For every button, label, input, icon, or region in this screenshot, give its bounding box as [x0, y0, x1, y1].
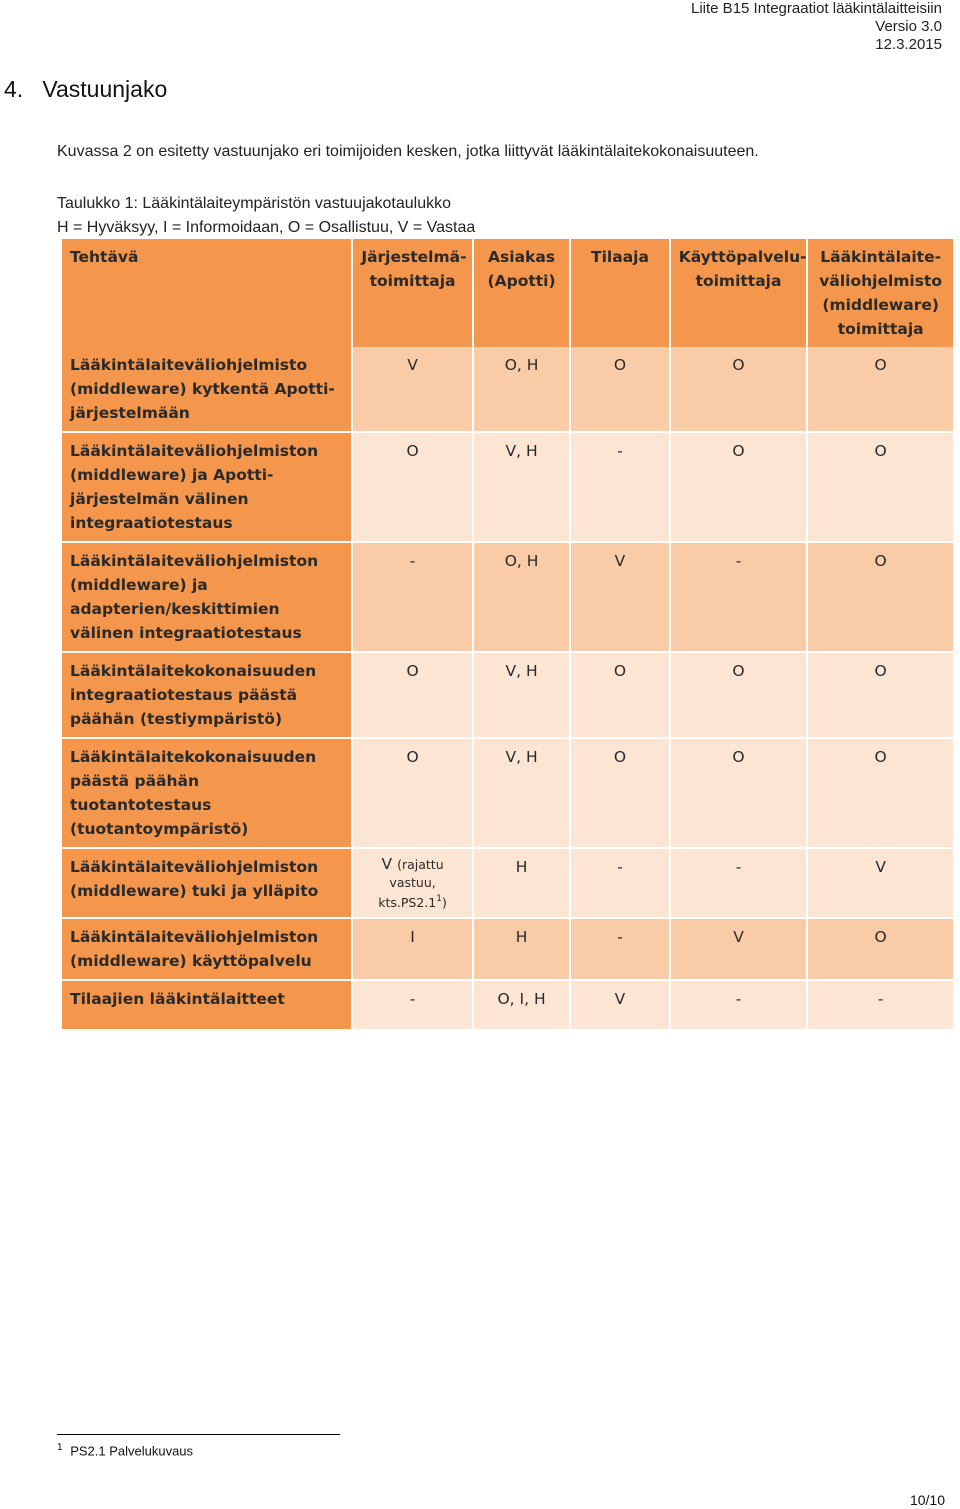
value-cell: O	[671, 347, 807, 431]
value-cell: O	[353, 737, 472, 847]
table-row	[62, 979, 953, 1029]
intro-paragraph: Kuvassa 2 on esitetty vastuunjako eri toimijoiden kesken, jotka liittyvät lääkintälaitekokonaisuuteen.	[57, 143, 759, 160]
responsibility-table	[60, 239, 955, 1029]
value-cell: -	[571, 847, 668, 917]
value-cell: V, H	[474, 431, 569, 541]
value-cell: O	[808, 737, 953, 847]
task-cell: Lääkintälaiteväliohjelmiston (middleware) tuki ja ylläpito	[62, 847, 351, 917]
value-cell: O	[808, 651, 953, 737]
task-cell: Lääkintälaitekokonaisuuden päästä päähän tuotantotestaus (tuotantoympäristö)	[62, 737, 351, 847]
value-cell-with-note	[353, 847, 472, 917]
value-cell: O	[571, 347, 668, 431]
footnote	[57, 1442, 193, 1458]
value-cell: O	[353, 431, 472, 541]
header-customer: Asiakas (Apotti)	[474, 239, 569, 347]
value-cell: -	[671, 979, 807, 1029]
table-row	[62, 737, 953, 847]
header-task: Tehtävä	[62, 239, 351, 347]
value-cell: O	[671, 737, 807, 847]
task-cell: Tilaajien lääkintälaitteet	[62, 979, 351, 1029]
header-middleware-vendor: Lääkintälaite- väliohjelmisto (middleware) toimittaja	[808, 239, 953, 347]
value-cell: H	[474, 917, 569, 979]
table-caption	[57, 192, 475, 240]
table-row	[62, 541, 953, 651]
value-note-end: )	[441, 895, 447, 911]
value-cell: O	[671, 651, 807, 737]
footnote-ref: 1	[436, 894, 442, 904]
table-row	[62, 347, 953, 431]
value-cell: O	[808, 431, 953, 541]
task-cell: Lääkintälaitekokonaisuuden integraatiotestaus päästä päähän (testiympäristö)	[62, 651, 351, 737]
value-cell: O	[671, 431, 807, 541]
footnote-divider	[57, 1434, 340, 1435]
value-cell: V, H	[474, 737, 569, 847]
table-row	[62, 847, 953, 917]
value-cell: O, H	[474, 541, 569, 651]
document-header	[691, 0, 942, 54]
value-cell: V	[671, 917, 807, 979]
value-cell: V	[571, 979, 668, 1029]
task-cell: Lääkintälaiteväliohjelmisto (middleware) kytkentä Apotti-järjestelmään	[62, 347, 351, 431]
value-note: (rajattu vastuu,	[389, 857, 444, 890]
value-cell: V, H	[474, 651, 569, 737]
task-cell: Lääkintälaiteväliohjelmiston (middleware) käyttöpalvelu	[62, 917, 351, 979]
value-cell: O, I, H	[474, 979, 569, 1029]
footnote-text: PS2.1 Palvelukuvaus	[70, 1443, 194, 1459]
caption-title: Taulukko 1: Lääkintälaiteympäristön vastuujakotaulukko	[57, 195, 452, 212]
value-cell: -	[353, 979, 472, 1029]
document-title: Liite B15 Integraatiot lääkintälaitteisiin	[691, 0, 942, 17]
table-row	[62, 917, 953, 979]
value-cell: O	[571, 737, 668, 847]
value-cell: I	[353, 917, 472, 979]
value-cell: O	[353, 651, 472, 737]
value-cell: V	[808, 847, 953, 917]
page-number: 10/10	[909, 1492, 945, 1508]
section-title: 4. Vastuunjako	[4, 76, 168, 102]
value-cell: -	[671, 847, 807, 917]
header-operations-vendor: Käyttöpalvelu- toimittaja	[671, 239, 807, 347]
value-cell: O	[571, 651, 668, 737]
value-cell: O	[808, 541, 953, 651]
value-cell: O	[808, 917, 953, 979]
value-cell: V	[353, 347, 472, 431]
value-cell: O, H	[474, 347, 569, 431]
value-cell: -	[571, 431, 668, 541]
table-row	[62, 431, 953, 541]
value-cell: -	[671, 541, 807, 651]
value-text: V	[381, 855, 393, 873]
value-cell: H	[474, 847, 569, 917]
caption-legend: H = Hyväksyy, I = Informoidaan, O = Osallistuu, V = Vastaa	[57, 219, 476, 236]
table-row	[62, 651, 953, 737]
footnote-number: 1	[57, 1442, 63, 1453]
header-orderer: Tilaaja	[571, 239, 668, 347]
task-cell: Lääkintälaiteväliohjelmiston (middleware) ja adapterien/keskittimien välinen integraatiotestaus	[62, 541, 351, 651]
document-version: Versio 3.0	[875, 18, 942, 35]
value-cell: -	[808, 979, 953, 1029]
value-note-ref: kts.PS2.1	[378, 895, 437, 911]
value-cell: O	[808, 347, 953, 431]
value-cell: -	[571, 917, 668, 979]
document-date: 12.3.2015	[875, 36, 942, 53]
value-cell: -	[353, 541, 472, 651]
value-cell: V	[571, 541, 668, 651]
task-cell: Lääkintälaiteväliohjelmiston (middleware) ja Apotti-järjestelmän välinen integraatiotestaus	[62, 431, 351, 541]
header-system-vendor: Järjestelmä- toimittaja	[353, 239, 472, 347]
